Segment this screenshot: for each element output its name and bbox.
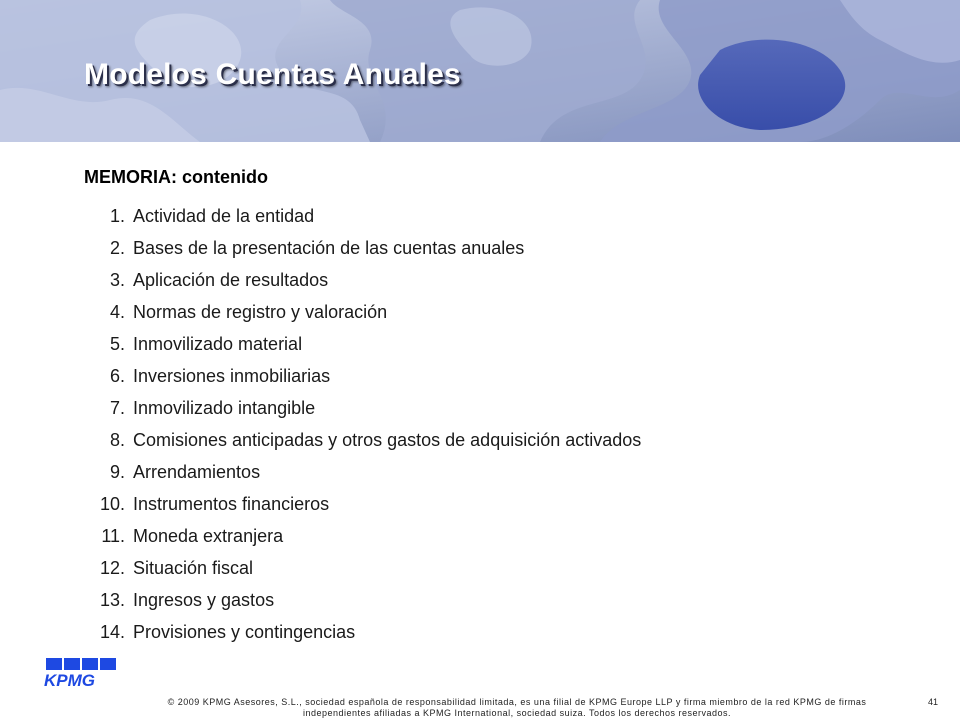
item-number: 9.: [109, 462, 125, 482]
item-number: 6.: [109, 366, 125, 386]
item-text: Inmovilizado intangible: [133, 398, 316, 418]
item-number: 1.: [109, 206, 125, 226]
page-number: 41: [928, 697, 939, 707]
item-number: 5.: [109, 334, 125, 354]
copyright-line-1: © 2009 KPMG Asesores, S.L., sociedad española de responsabilidad limitada, es una filial de KPMG Europe LLP y firma miembro de la red KPMG de firmas: [167, 697, 867, 707]
item-number: 12.: [99, 558, 125, 578]
section-subtitle: MEMORIA: contenido: [84, 167, 268, 187]
item-number: 14.: [99, 622, 125, 642]
item-text: Inversiones inmobiliarias: [133, 366, 331, 386]
copyright-footer: [110, 697, 924, 719]
item-text: Normas de registro y valoración: [133, 302, 388, 322]
item-number: 3.: [109, 270, 125, 290]
item-number: 4.: [109, 302, 125, 322]
copyright-line-2: independientes afiliadas a KPMG International, sociedad suiza. Todos los derechos reservados.: [302, 708, 732, 718]
item-text: Inmovilizado material: [133, 334, 303, 354]
slide-title: Modelos Cuentas Anuales: [84, 58, 461, 91]
item-number: 10.: [99, 494, 125, 514]
item-text: Aplicación de resultados: [133, 270, 329, 290]
item-text: Actividad de la entidad: [133, 206, 315, 226]
logo-wordmark: KPMG: [44, 671, 95, 688]
item-text: Arrendamientos: [133, 462, 261, 482]
item-text: Provisiones y contingencias: [133, 622, 356, 642]
header-banner: [0, 0, 960, 142]
item-text: Comisiones anticipadas y otros gastos de adquisición activados: [133, 430, 642, 450]
kpmg-logo: [42, 658, 118, 688]
item-number: 2.: [109, 238, 125, 258]
item-number: 8.: [109, 430, 125, 450]
item-text: Ingresos y gastos: [133, 590, 275, 610]
item-number: 11.: [101, 526, 125, 546]
item-text: Bases de la presentación de las cuentas anuales: [133, 238, 525, 258]
item-text: Instrumentos financieros: [133, 494, 330, 514]
item-text: Situación fiscal: [133, 558, 254, 578]
item-number: 13.: [99, 590, 125, 610]
item-text: Moneda extranjera: [133, 526, 284, 546]
item-number: 7.: [109, 398, 125, 418]
